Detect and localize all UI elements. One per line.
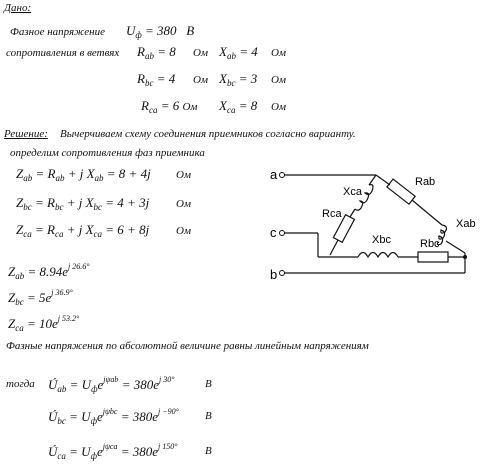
unit-ohm-z1: Ом (176, 169, 191, 181)
z-bc-expr: $Z_{bc} = R_{bc} + j$ $X_{bc} = 4 + 3j$ (16, 195, 150, 212)
unit-ohm-3: Ом (193, 74, 208, 86)
label-xca: Xca (343, 186, 362, 198)
node-c-label: c (270, 225, 277, 240)
z-bc-polar: $Z_{bc} = 5e^{j 36.9^\circ}$ (8, 288, 73, 307)
resistor-rbc (418, 252, 448, 262)
r-ab-value: $R_{ab} = 8$ (137, 44, 176, 61)
x-bc-value: $X_{bc} = 3$ (219, 71, 258, 88)
label-xbc: Xbc (372, 234, 391, 246)
unit-ohm-2: Ом (271, 47, 286, 59)
label-rab: Rab (415, 176, 436, 188)
unit-ohm-z2: Ом (176, 198, 191, 210)
circuit-diagram (250, 155, 485, 290)
node-a-label: a (270, 167, 278, 182)
wire-xca-rca (350, 209, 355, 217)
wire-rab-xab (412, 200, 442, 225)
resistance-label: сопротивления в ветвях (6, 47, 120, 59)
solution-step2: определим сопротивления фаз приемника (10, 147, 205, 159)
z-ca-expr: $Z_{ca} = R_{ca} + j$ $X_{ca} = 6 + 8j$ (16, 222, 150, 239)
unit-v-3: В (205, 445, 212, 457)
unit-ohm-5: Ом (271, 101, 286, 113)
terminal-b (280, 271, 285, 276)
u-ca-expr: $Ú_{ca} = U_фe^{j\psi ca} = 380e^{j 150^\circ}$ (48, 442, 178, 461)
unit-ohm-4: Ом (271, 74, 286, 86)
r-bc-value: $R_{bc} = 4$ (137, 71, 176, 88)
node-b-label: b (270, 267, 278, 282)
then-label: тогда (6, 378, 35, 390)
terminal-a (280, 173, 285, 178)
phase-voltage-value: $U_ф = 380$ В (126, 23, 195, 40)
label-rbc: Rbc (420, 238, 440, 250)
solution-step1: Вычерчиваем схему соединения приемников согласно варианту. (60, 128, 356, 140)
wire-a-right (376, 175, 390, 185)
z-ca-polar: $Z_{ca} = 10e^{j 53.2^\circ}$ (8, 314, 80, 333)
label-rca: Rca (322, 208, 342, 220)
u-bc-expr: $Ú_{bc} = U_фe^{j\psi bc} = 380e^{j -90^\circ}$ (48, 407, 179, 426)
phase-voltage-label: Фазное напряжение (10, 26, 105, 38)
unit-ohm-1: Ом (193, 47, 208, 59)
r-ca-value: $R_{ca} = 6$ Ом (141, 98, 198, 115)
inductor-xbc (358, 253, 398, 258)
z-ab-expr: $Z_{ab} = R_{ab} + j$ $X_{ab} = 8 + 4j$ (16, 166, 151, 183)
solution-heading: Решение: (4, 128, 48, 140)
wire-rca-bottom (330, 240, 338, 255)
given-heading: Дано: (4, 2, 32, 14)
x-ca-value: $X_{ca} = 8$ (219, 98, 258, 115)
phase-voltage-text: Фазные напряжения по абсолютной величине равны линейным напряжениям (6, 340, 369, 352)
x-ab-value: $X_{ab} = 4$ (219, 44, 258, 61)
wire-xab-node (446, 241, 465, 253)
wire-a-diag (369, 175, 376, 185)
junction-right (463, 255, 467, 259)
unit-ohm-z3: Ом (176, 225, 191, 237)
unit-v-2: В (205, 410, 212, 422)
unit-v-1: В (205, 378, 212, 390)
label-xab: Xab (456, 218, 476, 230)
terminal-c (280, 231, 285, 236)
z-ab-polar: $Z_{ab} = 8.94e^{j 26.6^\circ}$ (8, 262, 90, 281)
u-ab-expr: $Ú_{ab} = U_фe^{j\psi ab} = 380e^{j 30^\circ}$ (48, 375, 175, 394)
resistor-rab (387, 179, 415, 204)
